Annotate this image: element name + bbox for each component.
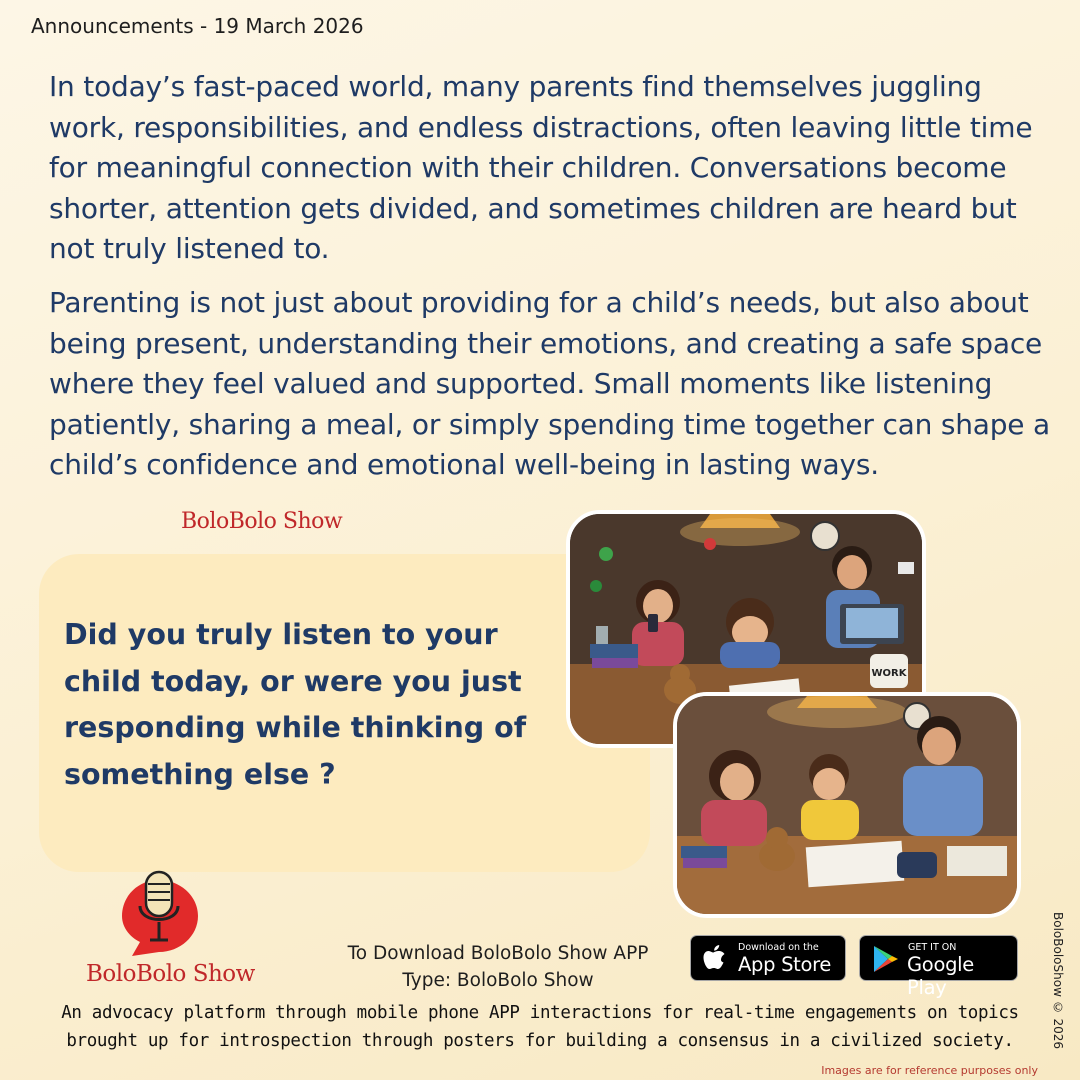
question-text: Did you truly listen to your child today, or were you just responding while thinking of something else ? <box>64 618 527 791</box>
app-store-button[interactable] <box>690 935 846 981</box>
appstore-big-label: App Store <box>738 953 832 976</box>
appstore-small-label: Download on the <box>738 942 819 953</box>
connected-family-image <box>673 692 1021 918</box>
googleplay-big-label: Google Play <box>907 953 974 999</box>
copyright-notice: BoloBoloShow © 2026 <box>1051 912 1065 1050</box>
platform-tagline: An advocacy platform through mobile phone APP interactions for real-time engagements on topics brought up for introspection through posters for building a consensus in a civilized society. <box>61 1003 1019 1051</box>
paragraph-1: In today’s fast-paced world, many parents find themselves juggling work, responsibilities, and endless distractions, often leaving little time for meaningful connection with their children. Conversations become shorter, attention gets divided, and sometimes children are heard but not truly listened to. <box>49 70 1033 265</box>
paragraph-2: Parenting is not just about providing for a child’s needs, but also about being present, understanding their emotions, and creating a safe space where they feel valued and supported. Small moments like listening patiently, sharing a meal, or simply spending time together can shape a child’s confidence and emotional well-being in lasting ways. <box>49 286 1050 481</box>
download-instructions <box>318 940 678 994</box>
mug-label: WORK <box>871 668 907 679</box>
googleplay-small-label: GET IT ON <box>908 942 957 953</box>
image-disclaimer: Images are for reference purposes only <box>821 1064 1038 1077</box>
google-play-icon <box>872 945 900 977</box>
microphone-logo-icon <box>118 866 200 962</box>
download-line: To Download BoloBolo Show APP <box>347 943 649 964</box>
apple-icon <box>703 945 729 977</box>
google-play-button[interactable] <box>859 935 1018 999</box>
brand-wordmark-bottom: BoloBolo Show <box>86 961 255 987</box>
announcement-date: Announcements - 19 March 2026 <box>31 14 364 38</box>
brand-wordmark-top: BoloBolo Show <box>181 509 343 534</box>
type-line: Type: BoloBolo Show <box>402 970 594 991</box>
